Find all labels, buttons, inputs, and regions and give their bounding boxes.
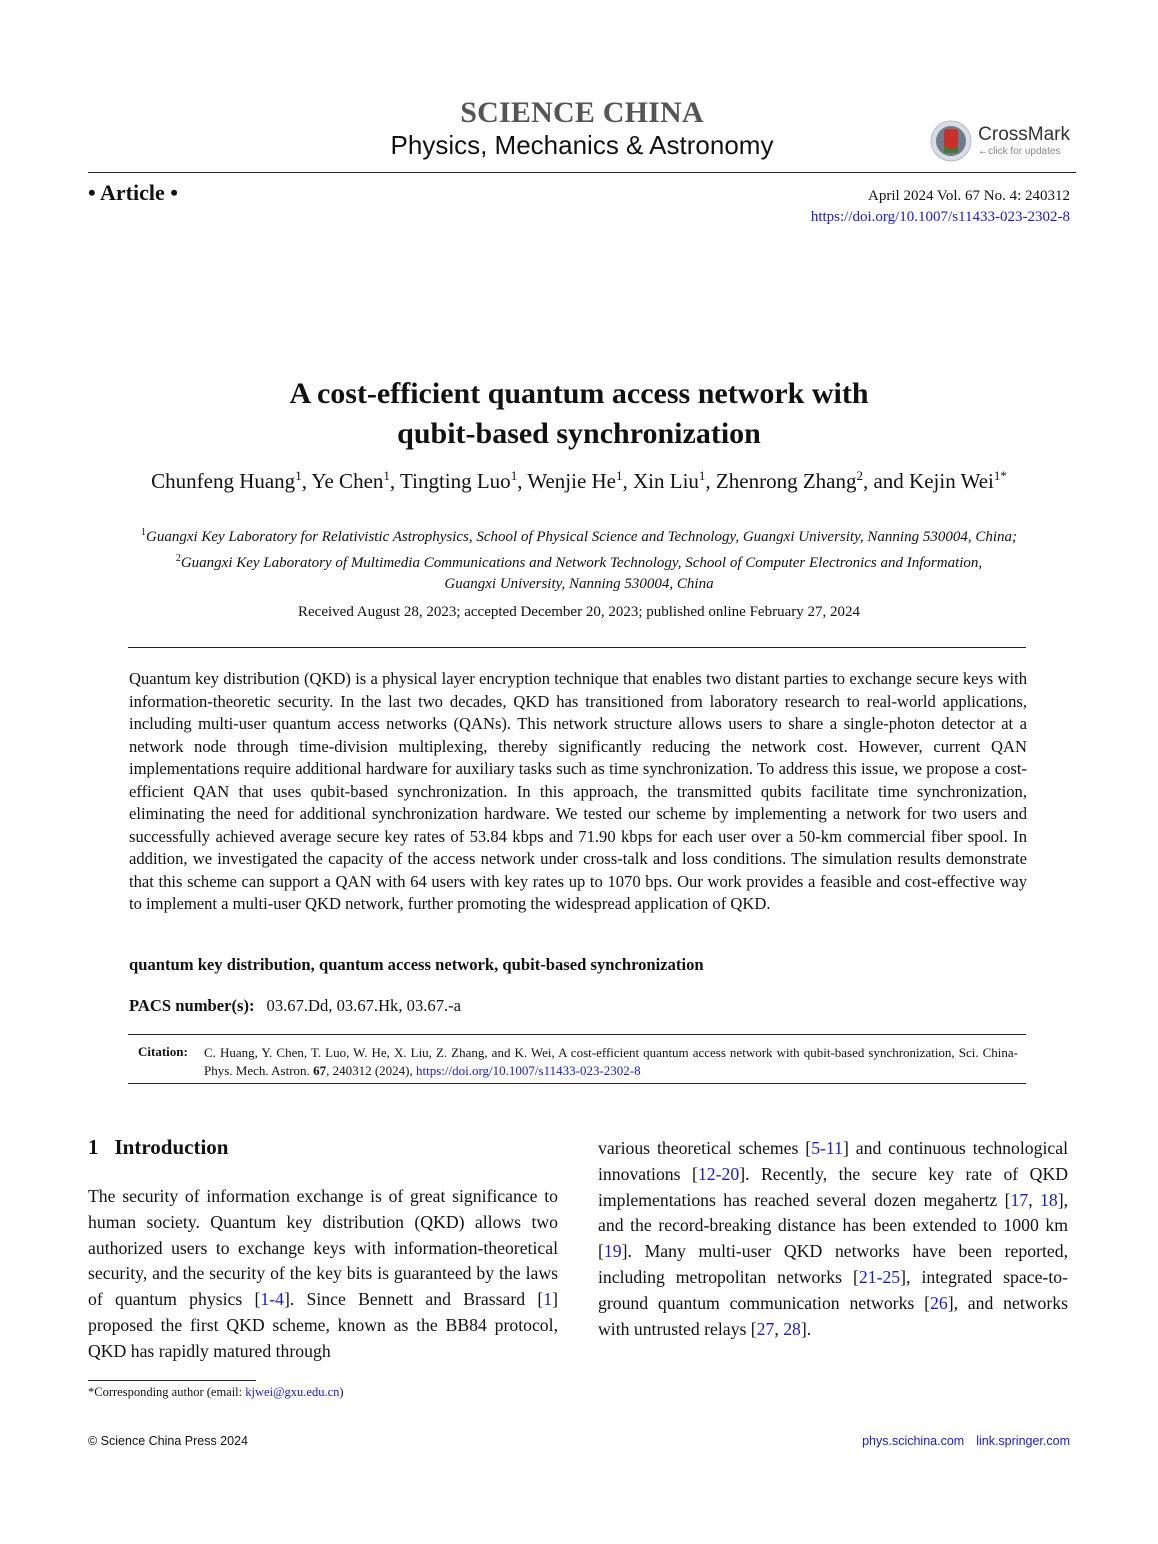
reference-link[interactable]: 1-4 xyxy=(260,1289,284,1310)
reference-link[interactable]: 5-11 xyxy=(811,1138,843,1158)
email-link[interactable]: kjwei@gxu.edu.cn xyxy=(245,1385,340,1399)
divider xyxy=(128,647,1026,648)
arrow-left-icon: ← xyxy=(978,146,989,157)
author: Kejin Wei xyxy=(909,469,994,493)
article-title xyxy=(0,374,1158,454)
crossmark-badge[interactable] xyxy=(930,120,1070,162)
pacs-label: PACS number(s): xyxy=(129,996,255,1015)
author-list: Chunfeng Huang$^1$, Ye Chen$^1$, Tingting Luo$^1$, Wenjie He$^1$, Xin Liu$^1$, Zhenrong Zhang$^2$, and Kejin Wei$^{1*}$ xyxy=(151,468,1007,493)
footer-link-springer[interactable]: link.springer.com xyxy=(976,1434,1070,1448)
article-type-label: • Article • xyxy=(88,180,178,205)
citation-label: Citation: xyxy=(138,1044,188,1059)
publication-dates: Received August 28, 2023; accepted December 20, 2023; published online February 27, 2024 xyxy=(298,604,860,620)
crossmark-title: CrossMark xyxy=(978,124,1070,145)
reference-link[interactable]: 21-25 xyxy=(858,1266,901,1287)
reference-link[interactable]: 1 xyxy=(543,1289,553,1310)
author: Ye Chen xyxy=(311,469,384,493)
journal-name: SCIENCE CHINA xyxy=(460,96,704,129)
reference-link[interactable]: 19 xyxy=(603,1241,622,1262)
pacs-value: 03.67.Dd, 03.67.Hk, 03.67.-a xyxy=(266,996,462,1015)
pacs-numbers xyxy=(129,996,461,1016)
affiliation-2: $^2$Guangxi Key Laboratory of Multimedia Communications and Network Technology, School of Computer Electronics and Information, xyxy=(175,553,983,571)
title-line-2: qubit-based synchronization xyxy=(397,417,761,450)
footer-link-scichina[interactable]: phys.scichina.com xyxy=(862,1434,965,1448)
citation-text: C. Huang, Y. Chen, T. Luo, W. He, X. Liu, Z. Zhang, and K. Wei, A cost-efficient quantum access network with qubit-based synchronization, Sci. China-Phys. Mech. Astron. 67, 240312 (2024), https://doi.org/10.1007/s11433-023-2302-8 xyxy=(204,1045,1018,1078)
footer-links xyxy=(850,1434,1070,1448)
journal-subtitle: Physics, Mechanics & Astronomy xyxy=(390,130,774,160)
abstract: Quantum key distribution (QKD) is a physical layer encryption technique that enables two distant parties to exchange secure keys with information-theoretic security. In the last two decades, QKD has transitioned from laboratory research to real-world applications, including multi-user quantum access networks (QANs). This network structure allows users to share a single-photon detector at a network node through time-division multiplexing, thereby significantly reducing the network cost. However, current QAN implementations require additional hardware for auxiliary tasks such as time synchronization. To address this issue, we propose a cost-efficient QAN that uses qubit-based synchronization. In this approach, the transmitted qubits facilitate time synchronization, eliminating the need for additional synchronization hardware. We tested our scheme by implementing a network for two users and successfully achieved average secure key rates of 53.84 kbps and 71.90 kbps for each user over a 50-km commercial fiber spool. In addition, we investigated the capacity of the access network under cross-talk and loss conditions. The simulation results demonstrate that this scheme can support a QAN with 64 users with key rates up to 1070 bps. Our work provides a feasible and cost-effective way to implement a multi-user QKD network, further promoting the widespread application of QKD. xyxy=(129,669,1027,913)
section-heading xyxy=(88,1135,228,1160)
section-title: Introduction xyxy=(114,1135,229,1159)
author: Zhenrong Zhang xyxy=(715,469,857,493)
reference-link[interactable]: 27 xyxy=(756,1318,775,1339)
citation-doi-link[interactable]: https://doi.org/10.1007/s11433-023-2302-8 xyxy=(415,1063,641,1078)
left-column: The security of information exchange is of great significance to human society. Quantum key distribution (QKD) allows two authorized users to exchange keys with information-theoretical security, and the security of the key bits is guaranteed by the laws of quantum physics [1-4]. Since Bennett and Brassard [1] proposed the first QKD scheme, known as the BB84 protocol, QKD has rapidly matured through xyxy=(88,1186,558,1361)
section-number: 1 xyxy=(88,1135,99,1159)
crossmark-icon xyxy=(930,120,972,162)
footnote: *Corresponding author (email: kjwei@gxu.edu.cn) xyxy=(88,1385,344,1399)
crossmark-subtitle: ←click for updates xyxy=(978,146,1061,157)
affiliation-2-cont: Guangxi University, Nanning 530004, China xyxy=(444,576,714,592)
title-line-1: A cost-efficient quantum access network with xyxy=(289,377,869,410)
reference-link[interactable]: 17 xyxy=(1010,1189,1029,1210)
issue-line: April 2024 Vol. 67 No. 4: 240312 xyxy=(868,188,1070,204)
copyright: © Science China Press 2024 xyxy=(88,1434,248,1448)
affiliation-1: $^1$Guangxi Key Laboratory for Relativistic Astrophysics, School of Physical Science and Technology, Guangxi University, Nanning 530004, China; xyxy=(140,527,1017,545)
doi-link[interactable]: https://doi.org/10.1007/s11433-023-2302-8 xyxy=(810,209,1070,225)
author: Xin Liu xyxy=(633,469,699,493)
right-column: various theoretical schemes [5-11] and continuous technological innovations [12-20]. Recently, the secure key rate of QKD implementations has reached several dozen megahertz [17, 18], and the record-breaking distance has been extended to 1000 km [19]. Many multi-user QKD networks have been reported, including metropolitan networks [21-25], integrated space-to-ground quantum communication networks [26], and networks with untrusted relays [27, 28]. xyxy=(598,1138,1069,1339)
affiliations xyxy=(0,522,1158,595)
reference-link[interactable]: 18 xyxy=(1040,1189,1058,1210)
author: Wenjie He xyxy=(527,469,616,493)
footnote-divider xyxy=(88,1380,256,1381)
reference-link[interactable]: 26 xyxy=(930,1292,948,1313)
keywords: quantum key distribution, quantum access network, qubit-based synchronization xyxy=(129,955,704,974)
author: Chunfeng Huang xyxy=(151,469,296,493)
issue-info xyxy=(811,186,1070,228)
citation-box xyxy=(128,1034,1026,1084)
author: Tingting Luo xyxy=(400,469,511,493)
reference-link[interactable]: 12-20 xyxy=(697,1163,740,1184)
journal-header xyxy=(88,96,1076,173)
reference-link[interactable]: 28 xyxy=(783,1318,801,1339)
